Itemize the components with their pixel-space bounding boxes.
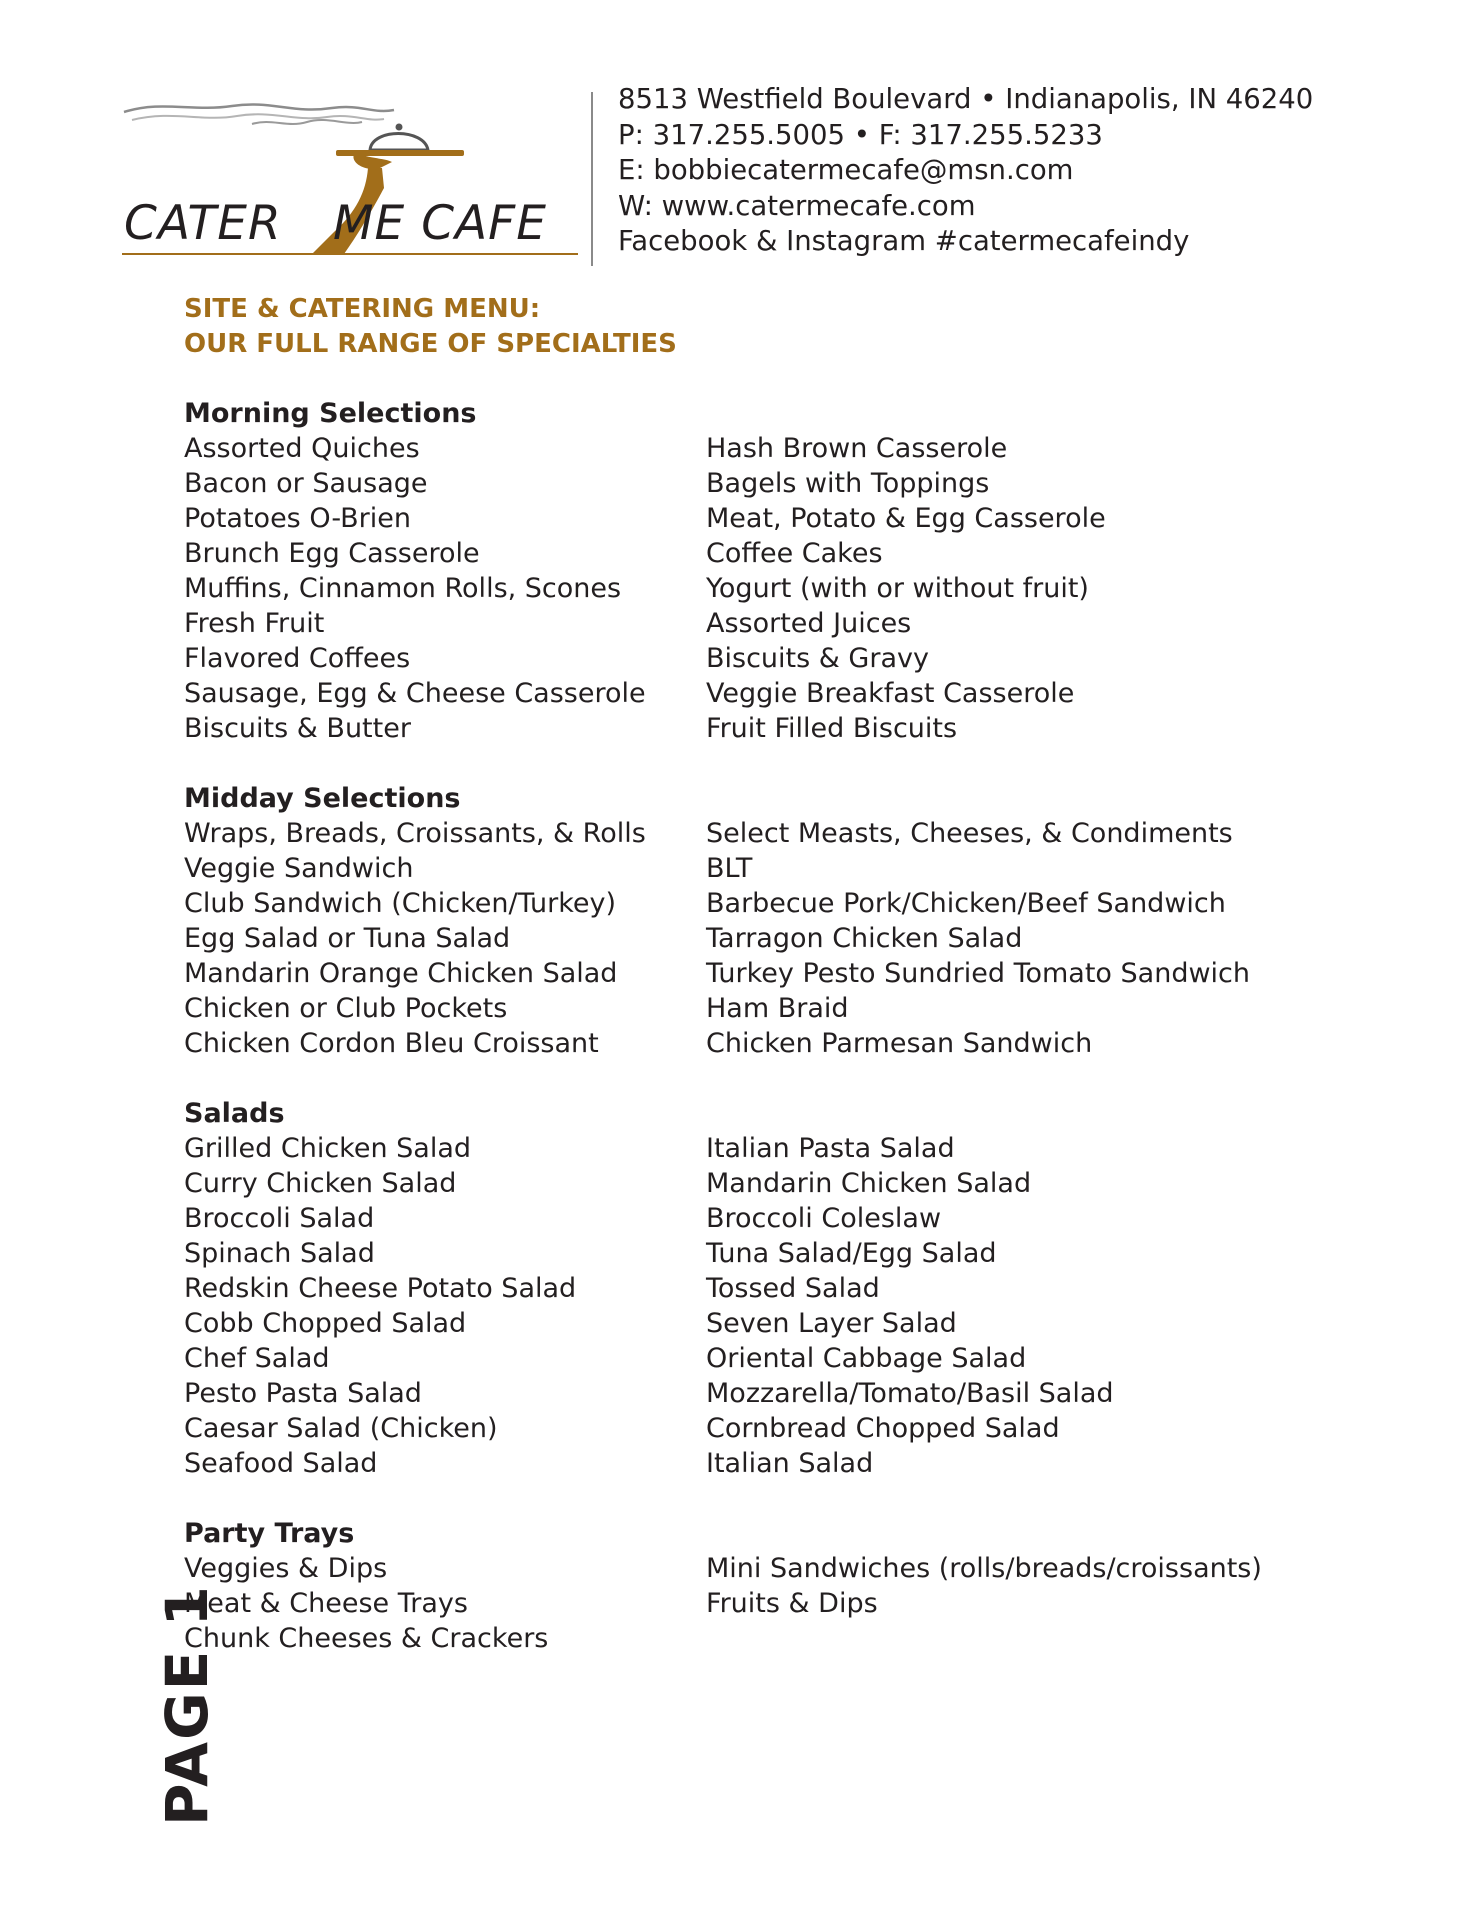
menu-item: Fruit Filled Biscuits xyxy=(706,713,958,744)
logo xyxy=(122,92,582,262)
section-title: Salads xyxy=(184,1098,285,1129)
menu-item: Broccoli Coleslaw xyxy=(706,1203,942,1234)
menu-item: Club Sandwich (Chicken/Turkey) xyxy=(184,888,616,919)
menu-item: Spinach Salad xyxy=(184,1238,375,1269)
menu-item: Wraps, Breads, Croissants, & Rolls xyxy=(184,818,646,849)
menu-item: Meat & Cheese Trays xyxy=(184,1588,468,1619)
menu-section xyxy=(184,781,1304,1061)
menu-item: Yogurt (with or without fruit) xyxy=(706,573,1089,604)
menu-item: Potatoes O-Brien xyxy=(184,503,411,534)
menu-heading-line-2: OUR FULL RANGE OF SPECIALTIES xyxy=(184,329,677,359)
logo-word-cater: CATER xyxy=(124,196,282,251)
menu-sections xyxy=(184,396,1304,1691)
menu-item: Veggies & Dips xyxy=(184,1553,388,1584)
section-columns xyxy=(184,1551,1304,1656)
menu-item: Broccoli Salad xyxy=(184,1203,375,1234)
section-columns xyxy=(184,431,1304,746)
menu-item: Seafood Salad xyxy=(184,1448,378,1479)
menu-item: Redskin Cheese Potato Salad xyxy=(184,1273,577,1304)
section-title: Morning Selections xyxy=(184,398,477,429)
menu-item: Tarragon Chicken Salad xyxy=(706,923,1023,954)
phone-fax: P: 317.255.5005 • F: 317.255.5233 xyxy=(618,118,1103,151)
menu-item: Tuna Salad/Egg Salad xyxy=(706,1238,997,1269)
menu-item: Veggie Breakfast Casserole xyxy=(706,678,1075,709)
section-columns xyxy=(184,816,1304,1061)
menu-column-right xyxy=(706,1551,1304,1656)
menu-item: Biscuits & Gravy xyxy=(706,643,929,674)
menu-item: Seven Layer Salad xyxy=(706,1308,957,1339)
menu-column-left xyxy=(184,816,706,1061)
menu-item: Cornbread Chopped Salad xyxy=(706,1413,1060,1444)
menu-column-right xyxy=(706,1131,1304,1481)
contact-block xyxy=(618,82,1313,260)
menu-item: Mandarin Chicken Salad xyxy=(706,1168,1032,1199)
menu-item: Egg Salad or Tuna Salad xyxy=(184,923,511,954)
menu-item: Cobb Chopped Salad xyxy=(184,1308,467,1339)
menu-item: Bacon or Sausage xyxy=(184,468,428,499)
menu-section xyxy=(184,1516,1304,1656)
menu-item: Assorted Juices xyxy=(706,608,912,639)
section-title: Midday Selections xyxy=(184,783,461,814)
menu-item: Assorted Quiches xyxy=(184,433,420,464)
page-number: PAGE 1 xyxy=(153,1584,221,1826)
menu-item: Mandarin Orange Chicken Salad xyxy=(184,958,618,989)
menu-item: Select Measts, Cheeses, & Condiments xyxy=(706,818,1233,849)
menu-column-left xyxy=(184,1131,706,1481)
menu-item: Mozzarella/Tomato/Basil Salad xyxy=(706,1378,1114,1409)
menu-item: Chicken Cordon Bleu Croissant xyxy=(184,1028,599,1059)
menu-item: Chicken Parmesan Sandwich xyxy=(706,1028,1093,1059)
menu-item: Flavored Coffees xyxy=(184,643,411,674)
menu-heading-line-1: SITE & CATERING MENU: xyxy=(184,294,541,324)
menu-item: Coffee Cakes xyxy=(706,538,883,569)
menu-column-left xyxy=(184,1551,706,1656)
menu-heading xyxy=(184,292,677,362)
section-columns xyxy=(184,1131,1304,1481)
menu-item: Italian Salad xyxy=(706,1448,874,1479)
logo-word-me-cafe: ME CAFE xyxy=(333,196,547,251)
website: W: www.catermecafe.com xyxy=(618,189,976,222)
header-divider xyxy=(591,92,593,266)
menu-section xyxy=(184,1096,1304,1481)
email: E: bobbiecatermecafe@msn.com xyxy=(618,154,1074,186)
menu-item: Chicken or Club Pockets xyxy=(184,993,508,1024)
menu-item: Muffins, Cinnamon Rolls, Scones xyxy=(184,573,622,604)
section-title: Party Trays xyxy=(184,1518,355,1549)
menu-item: Mini Sandwiches (rolls/breads/croissants) xyxy=(706,1553,1262,1584)
menu-item: Grilled Chicken Salad xyxy=(184,1133,472,1164)
menu-column-right xyxy=(706,816,1304,1061)
menu-item: Sausage, Egg & Cheese Casserole xyxy=(184,678,646,709)
menu-item: Biscuits & Butter xyxy=(184,713,411,744)
menu-item: Ham Braid xyxy=(706,993,849,1024)
menu-item: BLT xyxy=(706,853,753,884)
menu-item: Chunk Cheeses & Crackers xyxy=(184,1623,549,1654)
menu-item: Fresh Fruit xyxy=(184,608,325,639)
menu-item: Barbecue Pork/Chicken/Beef Sandwich xyxy=(706,888,1226,919)
menu-item: Turkey Pesto Sundried Tomato Sandwich xyxy=(706,958,1251,989)
menu-item: Brunch Egg Casserole xyxy=(184,538,480,569)
menu-item: Chef Salad xyxy=(184,1343,330,1374)
social-handle: Facebook & Instagram #catermecafeindy xyxy=(618,225,1190,257)
menu-item: Hash Brown Casserole xyxy=(706,433,1008,464)
menu-item: Veggie Sandwich xyxy=(184,853,414,884)
menu-item: Pesto Pasta Salad xyxy=(184,1378,422,1409)
menu-item: Bagels with Toppings xyxy=(706,468,990,499)
menu-item: Italian Pasta Salad xyxy=(706,1133,955,1164)
menu-column-left xyxy=(184,431,706,746)
menu-item: Oriental Cabbage Salad xyxy=(706,1343,1027,1374)
menu-item: Fruits & Dips xyxy=(706,1588,878,1619)
menu-column-right xyxy=(706,431,1304,746)
menu-item: Tossed Salad xyxy=(706,1273,880,1304)
menu-item: Curry Chicken Salad xyxy=(184,1168,457,1199)
address: 8513 Westfield Boulevard • Indianapolis, IN 46240 xyxy=(618,83,1314,115)
menu-item: Meat, Potato & Egg Casserole xyxy=(706,503,1106,534)
menu-item: Caesar Salad (Chicken) xyxy=(184,1413,498,1444)
menu-section xyxy=(184,396,1304,746)
logo-wordmark xyxy=(124,196,547,251)
